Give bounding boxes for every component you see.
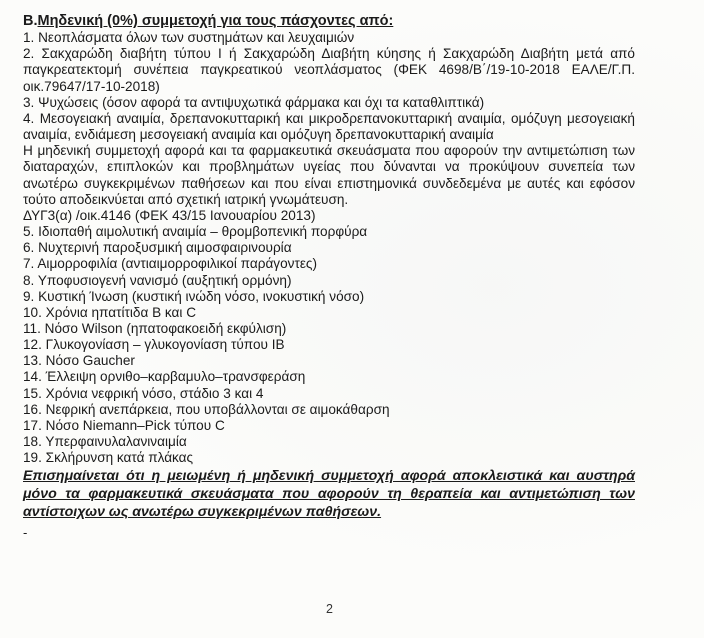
heading-text: Μηδενική (0%) συμμετοχή για τους πάσχοντες από:: [37, 13, 394, 29]
list-item-6: 6. Νυχτερινή παροξυσμική αιμοσφαιρινουρία: [23, 240, 292, 256]
list-item-9: 9. Κυστική Ίνωση (κυστική ινώδη νόσο, ινοκυστική νόσο): [23, 288, 365, 304]
section-heading: [23, 13, 635, 29]
list-item-14: 14. Έλλειψη ορνιθο–καρβαμυλο–τρανσφεράση: [23, 369, 306, 385]
list-item-3: 3. Ψυχώσεις (όσον αφορά τα αντιψυχωτικά φάρμακα και όχι τα καταθλιπτικά): [23, 94, 485, 110]
list-item-8: 8. Υποφυσιογενή νανισμό (αυξητική ορμόνη): [23, 272, 292, 288]
list-item-19: 19. Σκλήρυνση κατά πλάκας: [23, 450, 194, 466]
list-item-16: 16. Νεφρική ανεπάρκεια, που υποβάλλονται σε αιμοκάθαρση: [23, 401, 390, 417]
list-item-5: 5. Ιδιοπαθή αιμολυτική αναιμία – θρομβοπενική πορφύρα: [23, 224, 368, 240]
list-item-4: 4. Μεσογειακή αναιμία, δρεπανοκυτταρική και μικροδρεπανοκυτταρική αναιμία, ομόζυγη μεσογειακή αναιμία, ενδιάμεση μεσογειακή αναιμία και ομόζυγη δρεπανοκυτταρική αναιμία: [23, 110, 635, 143]
document-body: [23, 13, 635, 542]
list-item-10: 10. Χρόνια ηπατίτιδα Β και C: [23, 304, 197, 320]
list-item-13: 13. Νόσο Gaucher: [23, 353, 135, 369]
list-item-18: 18. Υπερφαινυλαλανιναιμία: [23, 434, 187, 450]
legal-reference: ΔΥΓ3(α) /οικ.4146 (ΦΕΚ 43/15 Ιανουαρίου 2013): [23, 207, 316, 223]
list-item-2: 2. Σακχαρώδη διαβήτη τύπου Ι ή Σακχαρώδη Διαβήτη κύησης ή Σακχαρώδη Διαβήτη μετά από παγκρεατεκτομή συνέπεια παγκρεατικού νεοπλάσματος (ΦΕΚ 4698/Β΄/19-10-2018 ΕΑΛΕ/Γ.Π. οικ.79647/17-10-2018): [23, 46, 635, 94]
list-item-7: 7. Αιμορροφιλία (αντιαιμορροφιλικοί παράγοντες): [23, 256, 317, 272]
trailing-dash: -: [23, 525, 28, 541]
list-item-12: 12. Γλυκογονίαση – γλυκογονίαση τύπου ΙΒ: [23, 337, 285, 353]
list-item-17: 17. Νόσο Niemann–Pick τύπου C: [23, 417, 225, 433]
list-item-1: 1. Νεοπλάσματα όλων των συστημάτων και λευχαιμιών: [23, 30, 355, 46]
heading-prefix: B.: [23, 13, 38, 29]
list-item-11: 11. Νόσο Wilson (ηπατοφακοειδή εκφύλιση): [23, 320, 287, 336]
closing-note: Επισημαίνεται ότι η μειωμένη ή μηδενική συμμετοχή αφορά αποκλειστικά και αυστηρά μόνο τα φαρμακευτικά σκευάσματα που αφορούν τη θεραπεία και αντιμετώπιση των αντίστοιχων ως ανωτέρω συγκεκριμένων παθήσεων.: [23, 468, 635, 521]
page-number: 2: [326, 602, 333, 616]
explanatory-paragraph: Η μηδενική συμμετοχή αφορά και τα φαρμακευτικά σκευάσματα που αφορούν την αντιμετώπιση των διαταραχών, επιπλοκών και προβλημάτων υγείας που δύνανται να προκύψουν συνεπεία των ανωτέρω συγκεκριμένων παθήσεων και που είναι επιστημονικά συνδεδεμένα με αυτές και εφόσον τούτο αποδεικνύεται από σχετική ιατρική γνωμάτευση.: [23, 143, 635, 207]
list-item-15: 15. Χρόνια νεφρική νόσο, στάδιο 3 και 4: [23, 385, 264, 401]
